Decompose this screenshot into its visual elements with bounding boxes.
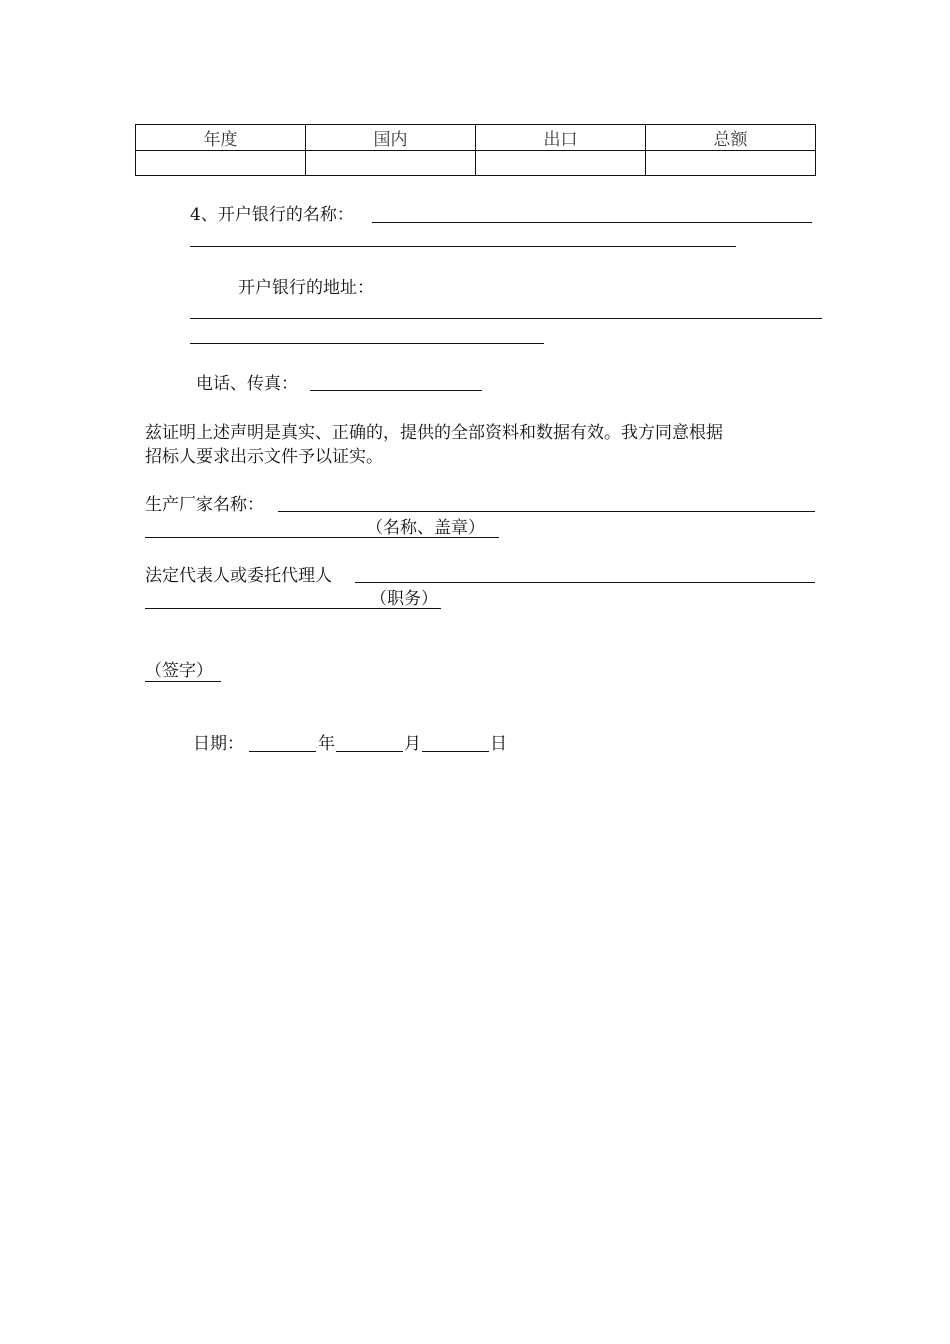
table-header-row [136,125,816,151]
phone-fax-label: 电话、传真： [196,374,298,394]
statement-line-1: 兹证明上述声明是真实、正确的，提供的全部资料和数据有效。我方同意根据 [145,423,723,443]
table-cell [646,151,816,176]
bank-name-blank [372,222,812,223]
bank-address-blank [190,318,822,319]
bank-name-blank-2 [190,246,736,247]
signature-label: （签字） [145,661,213,681]
bank-name-label: 4、开户银行的名称： [190,205,354,225]
representative-label: 法定代表人或委托代理人 [145,566,332,586]
manufacturer-label: 生产厂家名称： [145,495,264,515]
table-cell [136,151,306,176]
table-header-year: 年度 [136,125,306,151]
bank-address-blank-2 [190,343,544,344]
phone-fax-blank [310,390,482,391]
date-day-label: 日 [490,734,507,754]
representative-blank [355,582,815,583]
date-month-blank [336,751,403,752]
date-month-label: 月 [404,734,421,754]
manufacturer-blank [278,511,815,512]
table-header-domestic: 国内 [306,125,476,151]
date-year-label: 年 [318,734,335,754]
signature-underline [145,681,221,682]
bank-address-label: 开户银行的地址： [238,278,374,298]
date-year-blank [249,751,316,752]
table-row [136,151,816,176]
table-header-total: 总额 [646,125,816,151]
table-cell [306,151,476,176]
statement-line-2: 招标人要求出示文件予以证实。 [145,447,383,467]
representative-suffix: （职务） [370,589,438,609]
sales-table [135,124,816,176]
date-day-blank [422,751,489,752]
table-header-export: 出口 [476,125,646,151]
date-label: 日期： [193,734,244,754]
table-cell [476,151,646,176]
manufacturer-suffix: （名称、盖章） [366,518,485,538]
